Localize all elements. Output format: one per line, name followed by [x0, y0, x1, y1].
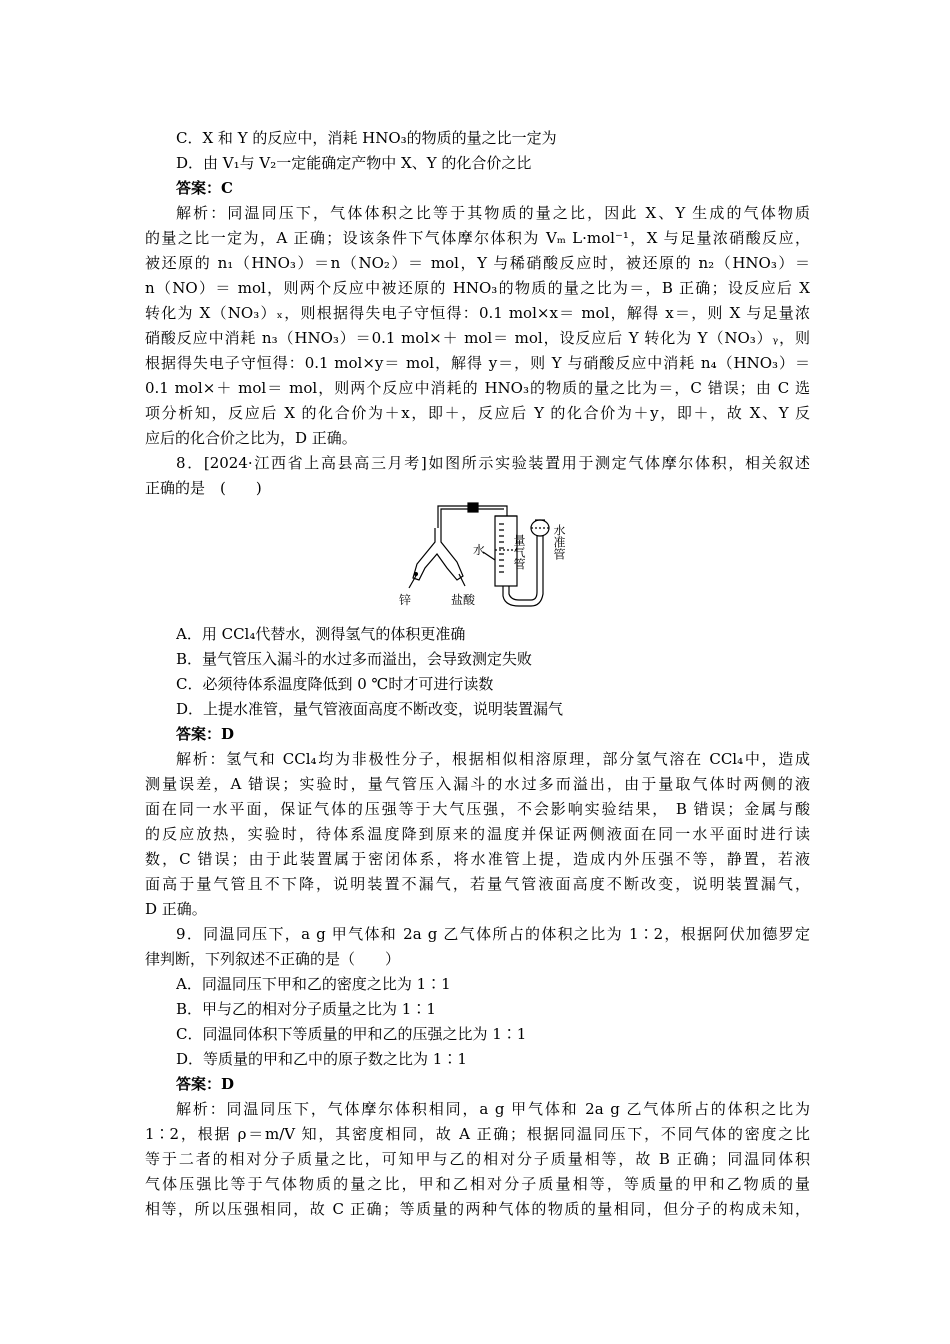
option-a-q8: A．用 CCl₄代替水，测得氢气的体积更准确 [176, 625, 466, 643]
explanation-line: 相等，所以压强相同，故 C 正确；等质量的两种气体的物质的量相同，但分子的构成未知， [145, 1200, 810, 1218]
explanation-line: 面在同一水平面，保证气体的压强等于大气压强，不会影响实验结果， B 错误；金属与酸 [145, 800, 810, 818]
explanation-line: 的量之比一定为，A 正确；设该条件下气体摩尔体积为 Vₘ L·mol⁻¹，X 与足量浓硝酸反应， [145, 229, 810, 247]
label-zinc: 锌 [399, 593, 412, 607]
option-c-q7: C．X 和 Y 的反应中，消耗 HNO₃的物质的量之比一定为 [176, 129, 557, 147]
explanation-line: 解析：同温同压下，气体体积之比等于其物质的量之比，因此 X、Y 生成的气体物质 [176, 204, 810, 222]
explanation-line: 等于二者的相对分子质量之比，可知甲与乙的相对分子质量相等，故 B 正确；同温同体积 [145, 1150, 810, 1168]
explanation-line: D 正确。 [145, 900, 207, 918]
explanation-line: 0.1 mol×＋ mol＝ mol，则两个反应中消耗的 HNO₃的物质的量之比为＝，C 错误；由 C 选 [145, 379, 810, 397]
question-8-stem: 8．[2024·江西省上高县高三月考]如图所示实验装置用于测定气体摩尔体积，相关叙述 [176, 454, 810, 472]
label-burette: 量气管 [512, 534, 526, 570]
explanation-line: 测量误差，A 错误；实验时，量气管压入漏斗的水过多而溢出，由于量取气体时两侧的液 [145, 775, 810, 793]
label-water: 水 [473, 543, 486, 557]
answer-q9: 答案：D [176, 1075, 235, 1093]
option-d-q8: D．上提水准管，量气管液面高度不断改变，说明装置漏气 [176, 700, 564, 718]
explanation-line: 硝酸反应中消耗 n₃（HNO₃）＝0.1 mol×＋ mol＝ mol，设反应后 Y 转化为 Y（NO₃）ᵧ，则 [145, 329, 810, 347]
question-9-stem: 律判断，下列叙述不正确的是（ ） [145, 950, 401, 968]
option-c-q9: C．同温同体积下等质量的甲和乙的压强之比为 1∶1 [176, 1025, 527, 1043]
explanation-line: 根据得失电子守恒得：0.1 mol×y＝ mol，解得 y＝，则 Y 与硝酸反应中消耗 n₄（HNO₃）＝ [145, 354, 810, 372]
answer-q8: 答案：D [176, 725, 235, 743]
option-a-q9: A．同温同压下甲和乙的密度之比为 1∶1 [176, 975, 451, 993]
explanation-line: 数，C 错误；由于此装置属于密闭体系，将水准管上提，造成内外压强不等，静置，若液 [145, 850, 810, 868]
option-c-q8: C．必须待体系温度降低到 0 ℃时才可进行读数 [176, 675, 494, 693]
gas-volume-apparatus-figure [395, 494, 575, 612]
explanation-line: 解析：氢气和 CCl₄均为非极性分子，根据相似相溶原理，部分氢气溶在 CCl₄中，造成 [176, 750, 810, 768]
answer-q7: 答案：C [176, 179, 233, 197]
explanation-line: 转化为 X（NO₃）ₓ，则根据得失电子守恒得：0.1 mol×x＝ mol，解得 x＝，则 X 与足量浓 [145, 304, 810, 322]
question-9-stem: 9．同温同压下，a g 甲气体和 2a g 乙气体所占的体积之比为 1∶2，根据阿伏加德罗定 [176, 925, 810, 943]
label-leveling-tube: 水准管 [552, 524, 566, 560]
explanation-line: 解析：同温同压下，气体摩尔体积相同，a g 甲气体和 2a g 乙气体所占的体积之比为 [176, 1100, 810, 1118]
explanation-line: 1∶2，根据 ρ＝m/V 知，其密度相同，故 A 正确；根据同温同压下，不同气体的密度之比 [145, 1125, 810, 1143]
explanation-line: 项分析知，反应后 X 的化合价为＋x，即＋，反应后 Y 的化合价为＋y，即＋，故 X、Y 反 [145, 404, 810, 422]
option-b-q8: B．量气管压入漏斗的水过多而溢出，会导致测定失败 [176, 650, 533, 668]
question-8-stem: 正确的是 ( ) [145, 479, 262, 497]
explanation-line: 被还原的 n₁（HNO₃）＝n（NO₂）＝ mol，Y 与稀硝酸反应时，被还原的 n₂（HNO₃）＝ [145, 254, 810, 272]
explanation-line: 的反应放热，实验时，待体系温度降到原来的温度并保证两侧液面在同一水平面时进行读 [145, 825, 810, 843]
label-hydrochloric-acid: 盐酸 [451, 593, 476, 607]
option-d-q9: D．等质量的甲和乙中的原子数之比为 1∶1 [176, 1050, 467, 1068]
option-b-q9: B．甲与乙的相对分子质量之比为 1∶1 [176, 1000, 436, 1018]
explanation-line: 气体压强比等于气体物质的量之比，甲和乙相对分子质量相等，等质量的甲和乙物质的量 [145, 1175, 810, 1193]
explanation-line: 应后的化合价之比为，D 正确。 [145, 429, 357, 447]
explanation-line: 面高于量气管且不下降，说明装置不漏气，若量气管液面高度不断改变，说明装置漏气， [145, 875, 810, 893]
explanation-line: n（NO）＝ mol，则两个反应中被还原的 HNO₃的物质的量之比为＝，B 正确；设反应后 X [145, 279, 810, 297]
option-d-q7: D．由 V₁与 V₂一定能确定产物中 X、Y 的化合价之比 [176, 154, 532, 172]
